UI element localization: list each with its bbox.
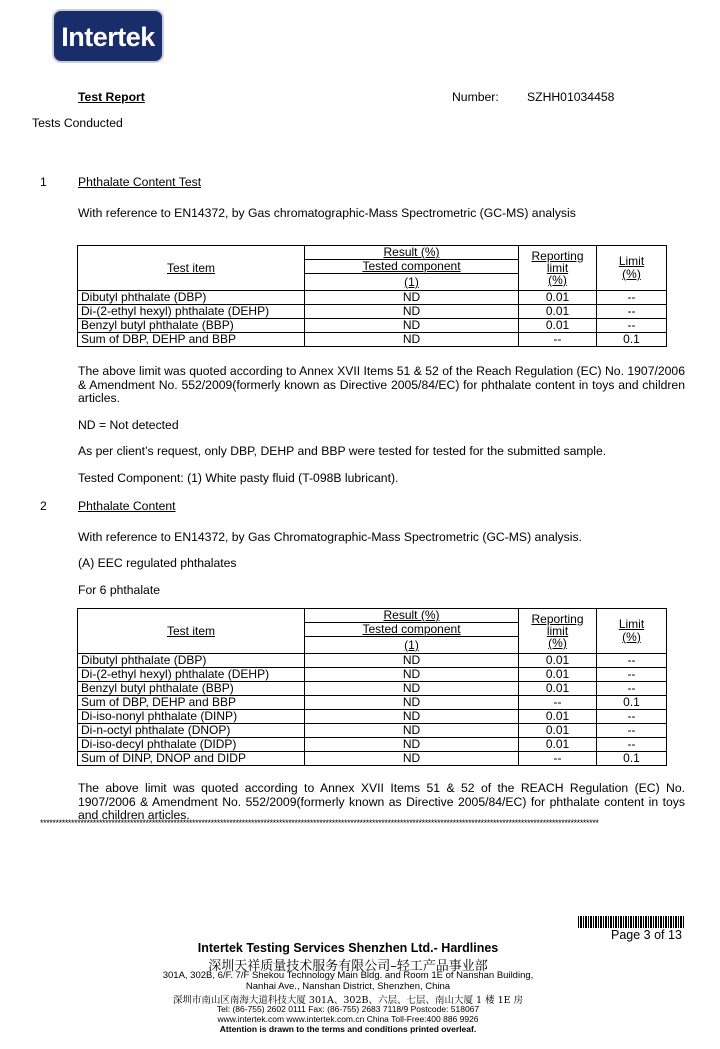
footer-company-cn: 深圳天祥质量技术服务有限公司–轻工产品事业部 [208,959,488,974]
section1-results-table [77,245,667,347]
test-item-cell: Benzyl butyl phthalate (BBP) [78,319,305,333]
table-row [78,724,667,738]
limit-cell: 0.1 [597,696,667,710]
limit-cell: 0.1 [597,333,667,347]
header-limit: Limit (%) [597,609,667,654]
result-cell: ND [305,654,519,668]
limit-cell: -- [597,291,667,305]
result-cell: ND [305,291,519,305]
barcode-graphic [578,916,685,928]
header-component-number: (1) [305,274,519,291]
section2-limit-note: The above limit was quoted according to Annex XVII Items 51 & 52 of the REACH Regulation (EC) No. 1907/2006 & Amendment No. 552/2009(formerly known as Directive 2005/84/EC) for phthalate content in toys and children articles. [78,781,685,823]
table-row [78,710,667,724]
reporting-limit-cell: 0.01 [519,319,597,333]
intertek-logo [52,9,164,63]
table-row [78,668,667,682]
reporting-limit-cell: 0.01 [519,305,597,319]
tested-component-note: Tested Component: (1) White pasty fluid (T-098B lubricant). [78,471,399,485]
test-item-cell: Dibutyl phthalate (DBP) [78,291,305,305]
table-row [78,654,667,668]
reporting-limit-cell: 0.01 [519,724,597,738]
footer-address-1: 301A, 302B, 6/F. 7/F Shekou Technology Main Bldg. and Room 1E of Nanshan Building, [162,970,534,981]
section2-title: Phthalate Content [78,499,176,513]
table-row [78,305,667,319]
limit-cell: -- [597,654,667,668]
footer-web: www.intertek.com www.intertek.com.cn China Toll-Free:400 886 9926 [217,1014,479,1024]
result-cell: ND [305,752,519,766]
header-tested-component: Tested component [305,623,519,637]
table-row [78,319,667,333]
header-result: Result (%) [305,609,519,623]
result-cell: ND [305,668,519,682]
nd-definition: ND = Not detected [78,418,179,432]
header-component-number: (1) [305,637,519,654]
report-title: Test Report [78,90,145,104]
limit-cell: -- [597,724,667,738]
limit-cell: -- [597,305,667,319]
section1-limit-note: The above limit was quoted according to Annex XVII Items 51 & 52 of the Reach Regulation (EC) No. 1907/2006 & Amendment No. 552/2009(formerly known as Directive 2005/84/EC) for phthalate content in toys and children articles. [78,364,685,406]
header-reporting-limit: Reporting limit (%) [519,246,597,291]
header-tested-component: Tested component [305,260,519,274]
header-result: Result (%) [305,246,519,260]
limit-cell: -- [597,682,667,696]
section2-results-table [77,608,667,766]
footer-company-en: Intertek Testing Services Shenzhen Ltd.- Hardlines [197,941,499,955]
table-row [78,333,667,347]
table-row [78,738,667,752]
header-reporting-limit: Reporting limit (%) [519,609,597,654]
limit-cell: -- [597,738,667,752]
footer-contact: Tel: (86-755) 2602 0111 Fax: (86-755) 2683 7118/9 Postcode: 518067 [216,1004,480,1014]
header-limit: Limit (%) [597,246,667,291]
result-cell: ND [305,319,519,333]
report-number-label: Number: [452,90,499,104]
page-number: Page 3 of 13 [611,928,682,942]
reporting-limit-cell: 0.01 [519,654,597,668]
table-row [78,752,667,766]
test-item-cell: Sum of DBP, DEHP and BBP [78,696,305,710]
header-test-item: Test item [78,246,305,291]
section2-subheading-a: (A) EEC regulated phthalates [78,556,237,570]
test-item-cell: Benzyl butyl phthalate (BBP) [78,682,305,696]
limit-cell: -- [597,710,667,724]
section1-reference: With reference to EN14372, by Gas chromatographic-Mass Spectrometric (GC-MS) analysis [78,206,576,220]
section1-number: 1 [40,175,47,189]
result-cell: ND [305,738,519,752]
footer-notice: Attention is drawn to the terms and conditions printed overleaf. [219,1024,477,1034]
reporting-limit-cell: -- [519,333,597,347]
test-item-cell: Di-iso-decyl phthalate (DIDP) [78,738,305,752]
reporting-limit-cell: 0.01 [519,682,597,696]
separator-line: ************************************************************************************************************************************************************************************ [40,818,599,828]
result-cell: ND [305,724,519,738]
header-test-item: Test item [78,609,305,654]
limit-cell: -- [597,668,667,682]
result-cell: ND [305,333,519,347]
footer-address-cn: 深圳市南山区南海大道科技大厦 301A、302B、六层、七层、南山大厦 1 楼 1E 房 [172,995,524,1006]
test-item-cell: Sum of DBP, DEHP and BBP [78,333,305,347]
limit-cell: -- [597,319,667,333]
report-number-value: SZHH01034458 [527,90,615,104]
reporting-limit-cell: 0.01 [519,291,597,305]
test-item-cell: Di-n-octyl phthalate (DNOP) [78,724,305,738]
section2-number: 2 [40,499,47,513]
test-item-cell: Di-iso-nonyl phthalate (DINP) [78,710,305,724]
result-cell: ND [305,305,519,319]
result-cell: ND [305,696,519,710]
table-row [78,682,667,696]
test-item-cell: Di-(2-ethyl hexyl) phthalate (DEHP) [78,668,305,682]
reporting-limit-cell: 0.01 [519,668,597,682]
test-item-cell: Di-(2-ethyl hexyl) phthalate (DEHP) [78,305,305,319]
test-item-cell: Sum of DINP, DNOP and DIDP [78,752,305,766]
reporting-limit-cell: 0.01 [519,738,597,752]
table-row [78,696,667,710]
result-cell: ND [305,710,519,724]
section1-title: Phthalate Content Test [78,175,202,189]
section-heading: Tests Conducted [32,116,123,130]
test-item-cell: Dibutyl phthalate (DBP) [78,654,305,668]
logo-text: Intertek [61,22,155,52]
table-row [78,291,667,305]
reporting-limit-cell: -- [519,752,597,766]
client-request-note: As per client’s request, only DBP, DEHP and BBP were tested for tested for the submitted sample. [78,444,607,458]
result-cell: ND [305,682,519,696]
footer-address-2: Nanhai Ave., Nanshan District, Shenzhen, China [245,981,451,992]
limit-cell: 0.1 [597,752,667,766]
section2-subheading-b: For 6 phthalate [78,583,160,597]
section2-reference: With reference to EN14372, by Gas Chromatographic-Mass Spectrometric (GC-MS) analysis. [78,530,582,544]
reporting-limit-cell: -- [519,696,597,710]
reporting-limit-cell: 0.01 [519,710,597,724]
